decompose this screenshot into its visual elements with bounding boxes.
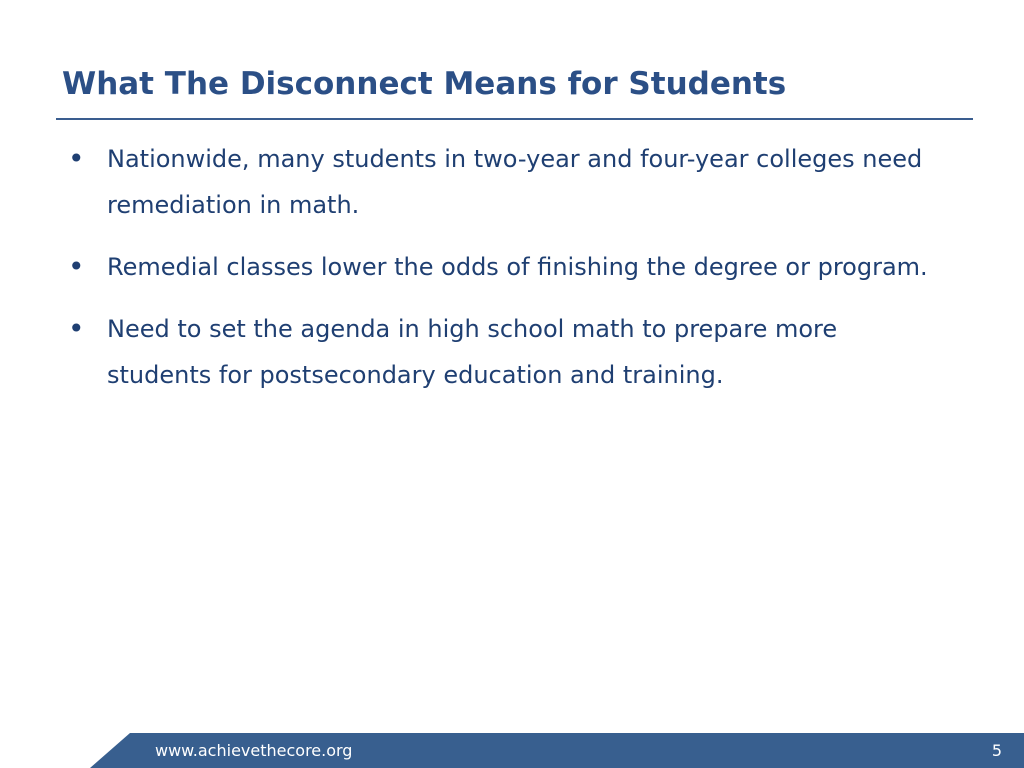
- page-number: 5: [991, 741, 1002, 760]
- bullet-item: [62, 306, 942, 398]
- bullet-marker: •: [68, 142, 85, 175]
- bullet-marker: •: [68, 312, 85, 345]
- footer: [0, 733, 1024, 768]
- slide-title: What The Disconnect Means for Students: [62, 66, 787, 102]
- bullet-text: Nationwide, many students in two-year and four-year colleges need remediation in math.: [107, 145, 923, 219]
- bullet-list: [62, 136, 942, 414]
- footer-website-link[interactable]: www.achievethecore.org: [155, 741, 353, 760]
- bullet-text: Remedial classes lower the odds of finishing the degree or program.: [107, 253, 928, 281]
- bullet-item: [62, 244, 942, 290]
- title-divider: [56, 118, 973, 120]
- bullet-item: [62, 136, 942, 228]
- bullet-text: Need to set the agenda in high school math to prepare more students for postsecondary education and training.: [107, 315, 838, 389]
- bullet-marker: •: [68, 250, 85, 283]
